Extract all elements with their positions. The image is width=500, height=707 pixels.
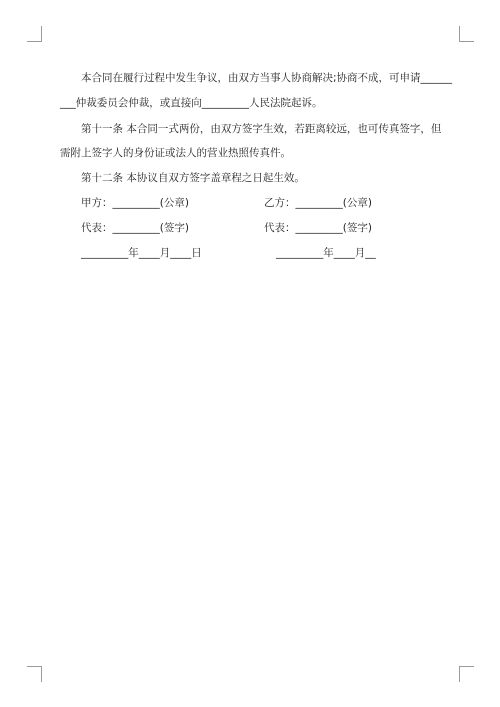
dispute-clause-line-2: ___仲裁委员会仲裁，或直接向_________人民法院起诉。: [60, 97, 323, 109]
party-b-date: _________年____月__: [276, 247, 376, 259]
dispute-clause-line-1: 本合同在履行过程中发生争议，由双方当事人协商解决;协商不成，可申请______: [81, 72, 453, 84]
party-a-representative: 代表：_________(签字): [81, 222, 189, 234]
article-twelve-line: 第十二条 本协议自双方签字盖章程之日起生效。: [81, 172, 305, 184]
crop-mark-top-right: [459, 26, 474, 42]
crop-mark-bottom-left: [27, 666, 42, 682]
party-a-date: _________年____月____日: [81, 247, 202, 259]
party-a-seal: 甲方：_________(公章): [81, 197, 189, 209]
article-eleven-line-2: 需附上签字人的身份证或法人的营业热照传真件。: [60, 147, 291, 159]
crop-mark-top-left: [27, 26, 42, 42]
party-b-seal: 乙方：_________(公章): [264, 197, 372, 209]
party-b-representative: 代表：_________(签字): [264, 222, 372, 234]
article-eleven-line-1: 第十一条 本合同一式两份，由双方签字生效，若距离较远，也可传真签字，但: [81, 123, 442, 135]
crop-mark-bottom-right: [459, 666, 474, 682]
